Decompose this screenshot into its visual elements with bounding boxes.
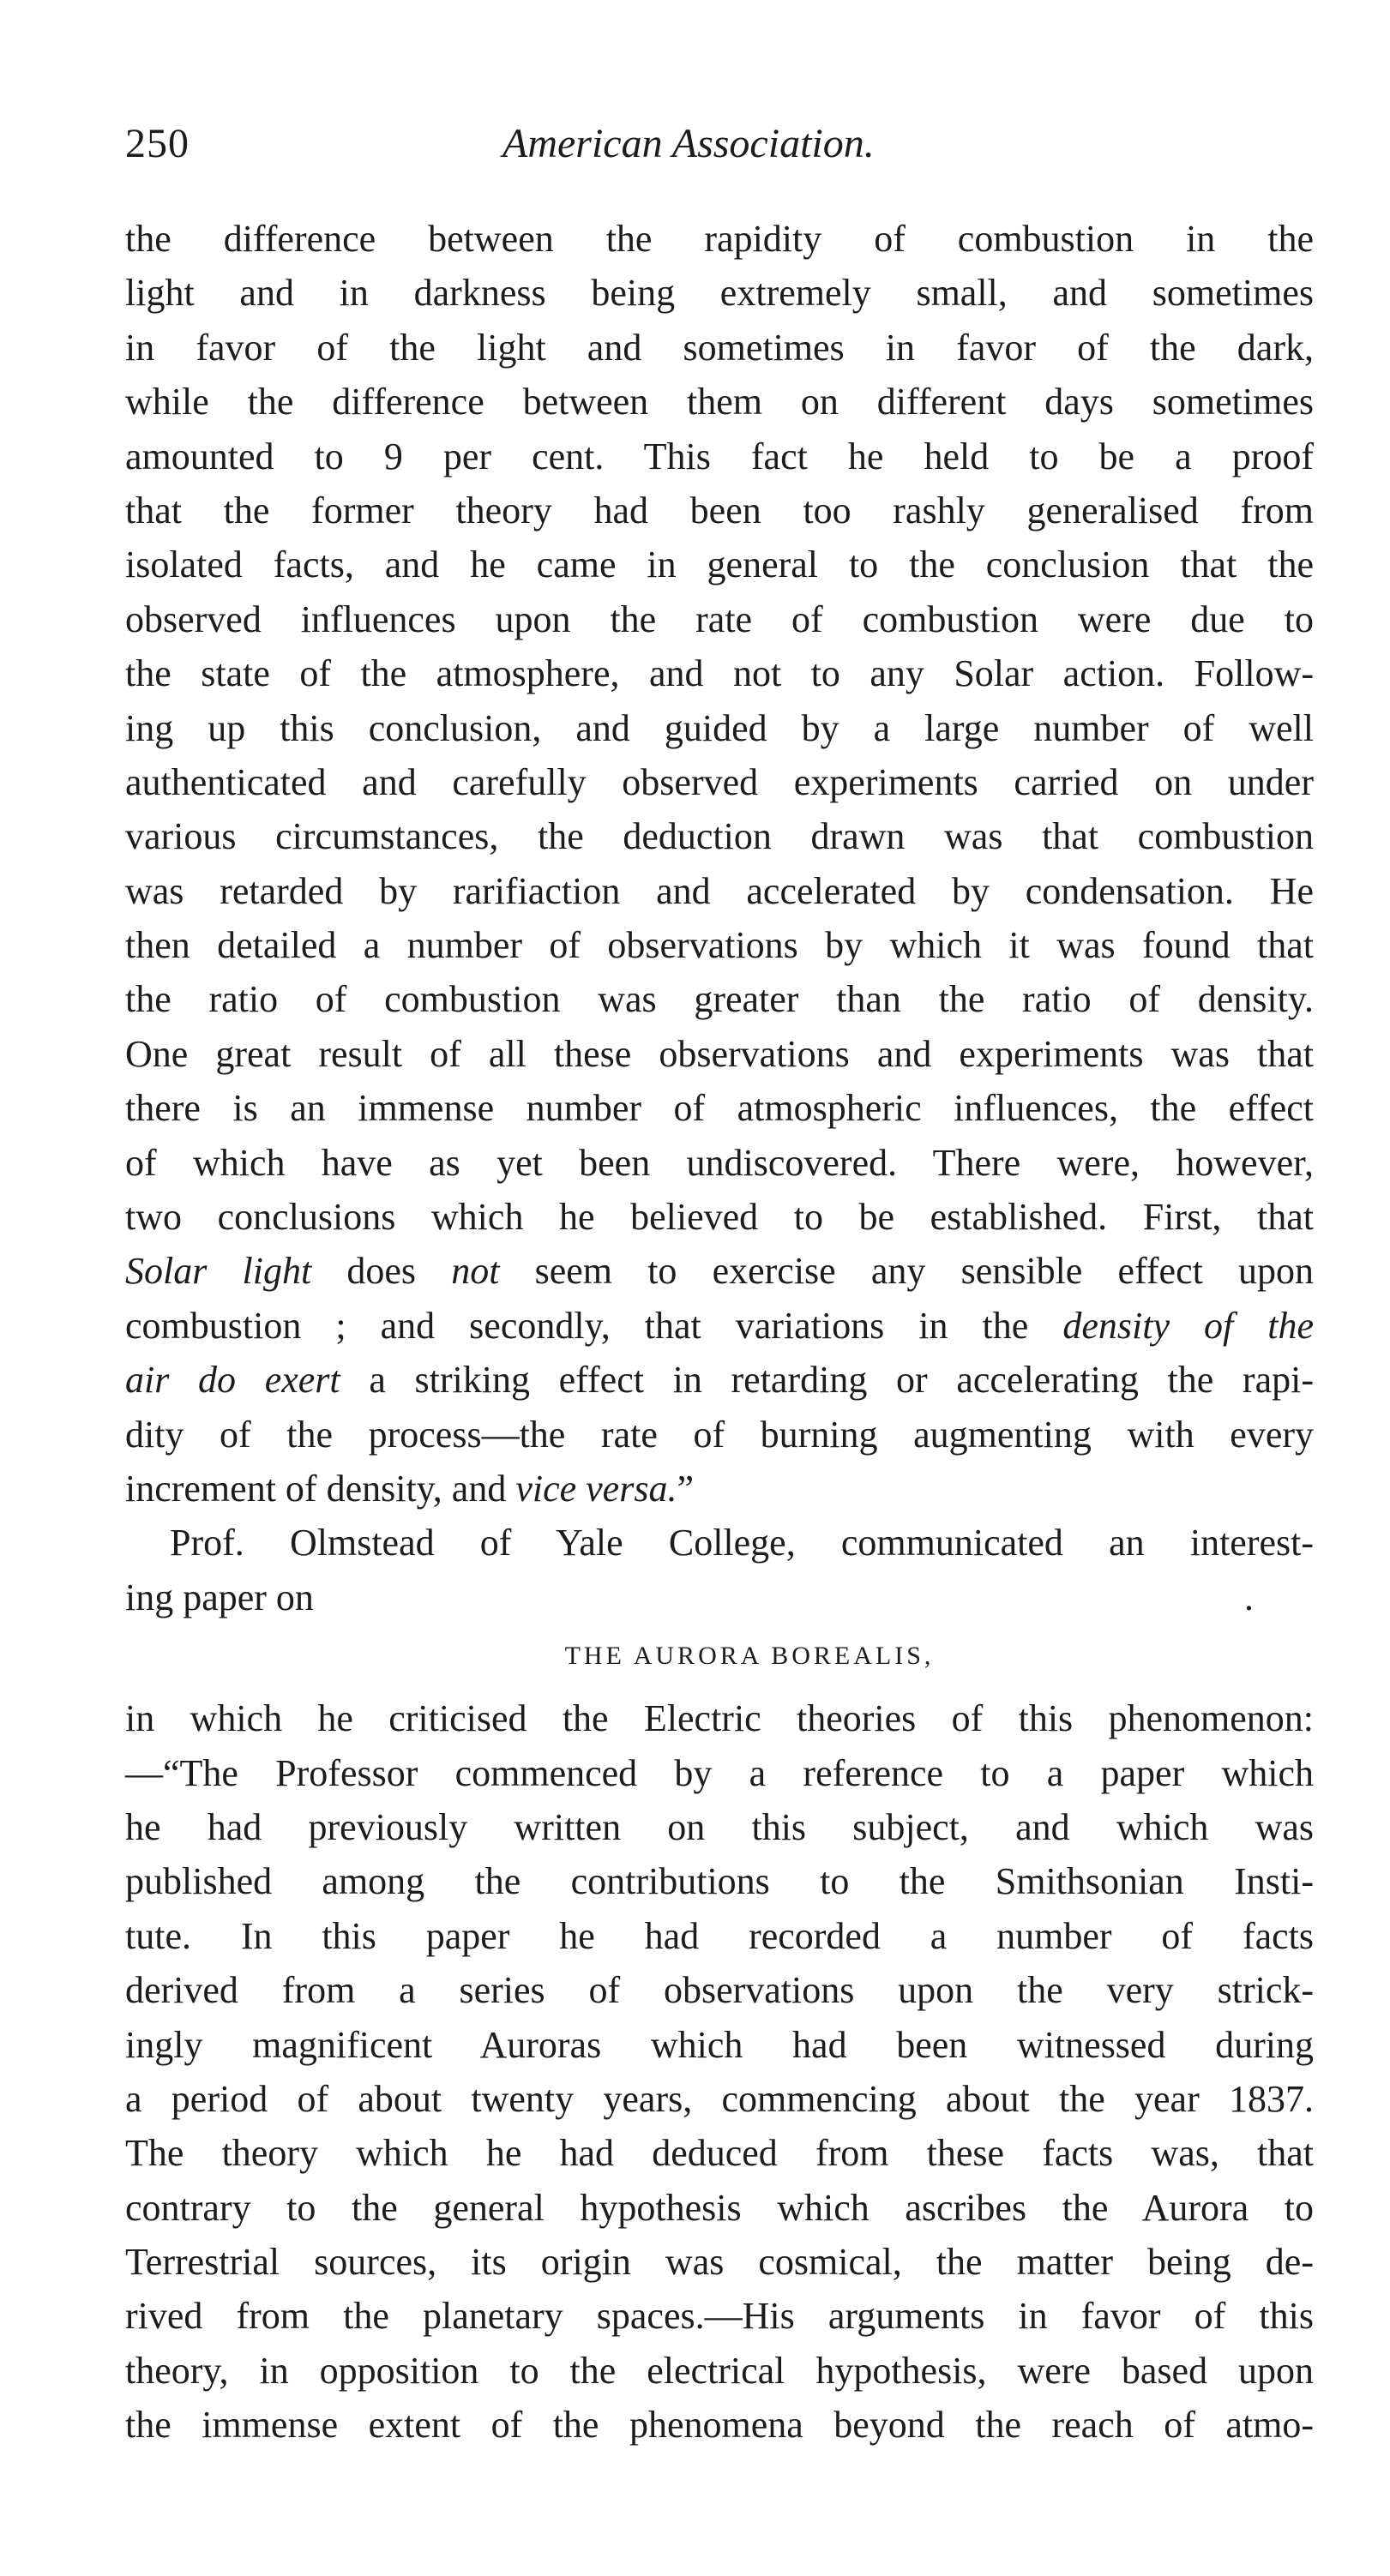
running-head: [125, 118, 1314, 170]
italic-density: density of the: [1062, 1304, 1315, 1347]
italic-vice-versa: vice versa.: [515, 1467, 677, 1510]
section-heading: THE AURORA BOREALIS,: [564, 1642, 935, 1671]
italic-solar-light: Solar light: [125, 1250, 312, 1293]
text-line: in favor of the light and sometimes in favor of the dark,: [125, 326, 1314, 369]
text-line: [125, 1299, 1314, 1353]
text-line: contrary to the general hypothesis which ascribes the Aurora to: [125, 2186, 1314, 2229]
text-line: he had previously written on this subject, and which was: [125, 1805, 1314, 1848]
text-line: while the difference between them on different days sometimes: [125, 381, 1314, 423]
text-line: —“The Professor commenced by a reference to a paper which: [125, 1751, 1314, 1794]
text-line: various circumstances, the deduction drawn was that combustion: [125, 815, 1314, 858]
running-title: American Association.: [502, 121, 875, 166]
text-line: then detailed a number of observations by which it was found that: [125, 924, 1314, 967]
paragraph-start-line: Prof. Olmstead of Yale College, communicated an interest-: [170, 1522, 1314, 1564]
text-line: a period of about twenty years, commencing about the year 1837.: [125, 2077, 1314, 2120]
text-line: published among the contributions to the Smithsonian Insti-: [125, 1860, 1314, 1903]
text-line: [125, 1462, 1314, 1516]
text-line: that the former theory had been too rashly generalised from: [125, 489, 1314, 531]
text-line: The theory which he had deduced from these facts was, that: [125, 2132, 1314, 2175]
text-fragment: combustion ; and secondly, that variations in the: [125, 1304, 1063, 1347]
text-fragment: increment of density, and: [125, 1467, 516, 1510]
text-line: of which have as yet been undiscovered. There were, however,: [125, 1141, 1314, 1184]
text-line: amounted to 9 per cent. This fact he held to be a proof: [125, 435, 1314, 477]
text-line: isolated facts, and he came in general to the conclusion that the: [125, 543, 1314, 586]
closing-quote: ”: [677, 1467, 694, 1510]
stray-mark: .: [1244, 1576, 1254, 1618]
text-line: One great result of all these observations and experiments was that: [125, 1032, 1314, 1075]
text-line: [125, 1570, 1314, 1624]
text-line: dity of the process—the rate of burning augmenting with every: [125, 1413, 1314, 1456]
text-line: in which he criticised the Electric theories of this phenomenon:: [125, 1697, 1314, 1740]
text-line: Terrestrial sources, its origin was cosmical, the matter being de-: [125, 2241, 1314, 2284]
text-line: the immense extent of the phenomena beyond the reach of atmo-: [125, 2404, 1314, 2447]
body-text: [125, 212, 1314, 2453]
text-line: two conclusions which he believed to be established. First, that: [125, 1196, 1314, 1239]
text-line: there is an immense number of atmospheric influences, the effect: [125, 1087, 1314, 1130]
text-line: ing up this conclusion, and guided by a large number of well: [125, 706, 1314, 749]
text-line: tute. In this paper he had recorded a number of facts: [125, 1914, 1314, 1957]
text-line: the ratio of combustion was greater than the ratio of density.: [125, 978, 1314, 1021]
text-line: [125, 1244, 1314, 1298]
text-line: authenticated and carefully observed experiments carried on under: [125, 760, 1314, 803]
text-fragment: a striking effect in retarding or accelerating the rapi-: [340, 1359, 1314, 1402]
text-fragment: ing paper on: [125, 1576, 314, 1618]
text-line: the difference between the rapidity of combustion in the: [125, 218, 1314, 260]
text-line: [125, 1353, 1314, 1407]
text-line: was retarded by rarifiaction and accelerated by condensation. He: [125, 869, 1314, 912]
text-fragment: does: [311, 1250, 452, 1293]
text-line: light and in darkness being extremely small, and sometimes: [125, 272, 1314, 315]
text-line: observed influences upon the rate of combustion were due to: [125, 597, 1314, 640]
text-line: rived from the planetary spaces.—His arguments in favor of this: [125, 2295, 1314, 2338]
text-line: the state of the atmosphere, and not to any Solar action. Follow-: [125, 652, 1314, 695]
text-line: ingly magnificent Auroras which had been witnessed during: [125, 2023, 1314, 2066]
text-fragment: seem to exercise any sensible effect upon: [499, 1250, 1314, 1293]
text-line: theory, in opposition to the electrical hypothesis, were based upon: [125, 2349, 1314, 2392]
italic-air-do-exert: air do exert: [125, 1359, 340, 1402]
text-line: derived from a series of observations upon the very strick-: [125, 1969, 1314, 2012]
page-number: 250: [125, 121, 190, 166]
italic-not: not: [451, 1250, 500, 1293]
